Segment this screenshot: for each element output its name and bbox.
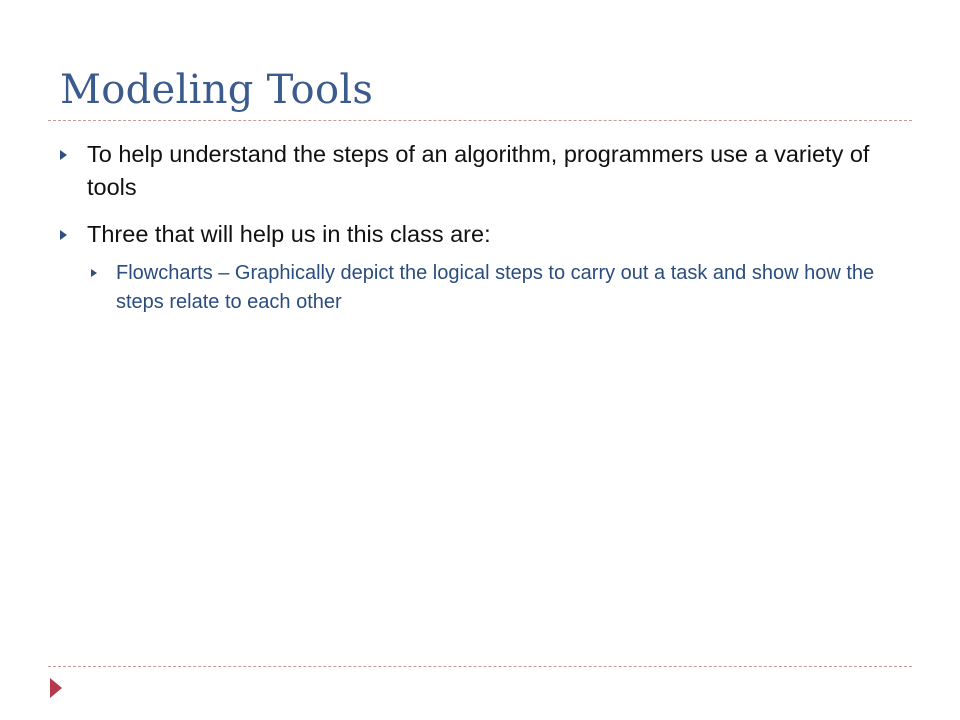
slide-body [60, 138, 910, 317]
sub-bullet-text: Flowcharts – Graphically depict the logical steps to carry out a task and show how the steps relate to each other [116, 262, 875, 313]
footer-divider [48, 666, 912, 667]
bullet-text: To help understand the steps of an algorithm, programmers use a variety of tools [87, 141, 870, 200]
footer-triangle-icon [50, 678, 62, 698]
bullet-item [60, 138, 910, 204]
title-divider [48, 120, 912, 121]
sub-bullet-item [60, 259, 910, 317]
triangle-right-icon [91, 269, 97, 277]
triangle-right-icon [60, 150, 67, 160]
bullet-text: Three that will help us in this class are: [87, 221, 491, 247]
slide-title: Modeling Tools [60, 67, 374, 113]
bullet-item [60, 218, 910, 251]
triangle-right-icon [60, 230, 67, 240]
